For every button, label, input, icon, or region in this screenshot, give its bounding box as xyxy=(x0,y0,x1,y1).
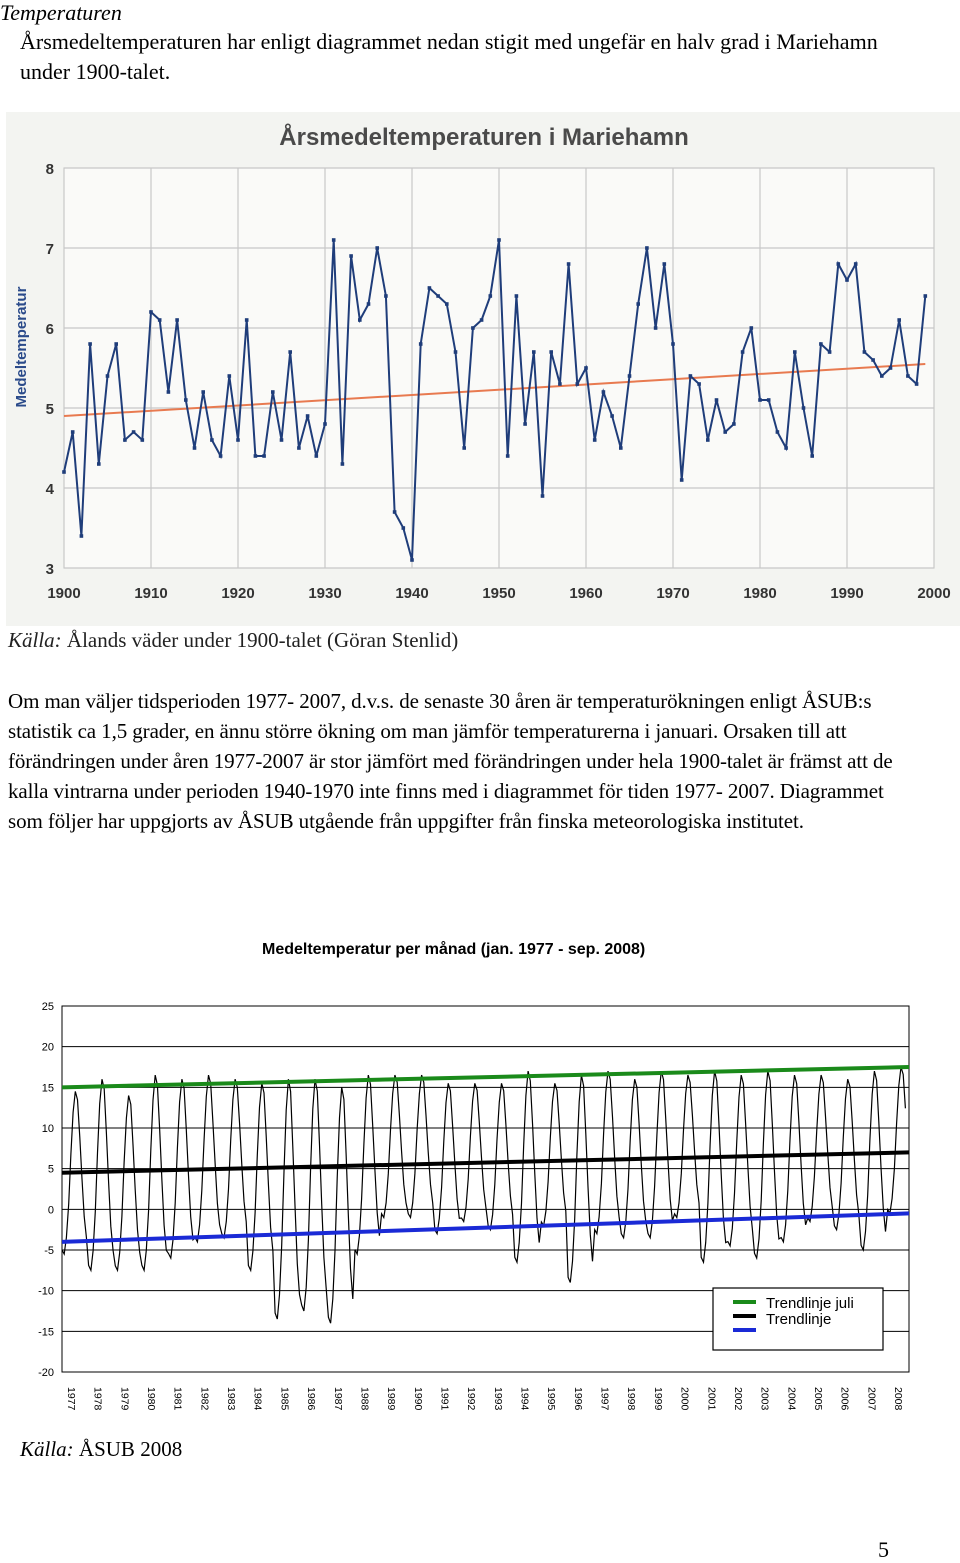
chart2-x-tick-label: 1986 xyxy=(305,1387,318,1411)
chart1-data-point xyxy=(410,558,414,562)
chart2-y-tick-label: 10 xyxy=(41,1123,54,1135)
chart1-x-tick-label: 1960 xyxy=(569,585,603,602)
chart1-data-point xyxy=(732,422,736,426)
chart1-data-point xyxy=(88,342,92,346)
chart1-data-point xyxy=(323,422,327,426)
chart1-y-tick-label: 4 xyxy=(45,481,54,498)
chart1-data-point xyxy=(149,310,153,314)
chart1-data-point xyxy=(828,350,832,354)
chart1-data-point xyxy=(106,374,110,378)
chart1-data-point xyxy=(193,446,197,450)
chart1-data-point xyxy=(445,302,449,306)
chart2-title: Medeltemperatur per månad (jan. 1977 - sep. 2008) xyxy=(262,941,646,958)
chart1-data-point xyxy=(915,382,919,386)
chart1-x-tick-label: 1940 xyxy=(395,585,429,602)
chart1-data-point xyxy=(784,446,788,450)
chart1-data-point xyxy=(750,326,754,330)
chart1-data-point xyxy=(132,430,136,434)
chart1-data-point xyxy=(62,470,66,474)
chart1-data-point xyxy=(454,350,458,354)
chart1-data-point xyxy=(271,390,275,394)
chart2-x-tick-label: 1988 xyxy=(358,1387,371,1411)
monthly-temperature-chart xyxy=(20,990,920,1430)
chart1-data-point xyxy=(906,374,910,378)
chart2-x-tick-label: 1990 xyxy=(411,1387,424,1411)
chart1-data-point xyxy=(236,438,240,442)
source-caption-2 xyxy=(20,1437,182,1462)
chart1-data-point xyxy=(175,318,179,322)
chart1-data-point xyxy=(332,238,336,242)
legend-label: Trendlinje juli xyxy=(766,1295,854,1312)
chart1-x-tick-label: 1910 xyxy=(134,585,168,602)
chart2-y-tick-label: 0 xyxy=(47,1204,54,1217)
chart1-data-point xyxy=(880,374,884,378)
section-heading: Temperaturen xyxy=(0,0,122,25)
chart1-data-point xyxy=(402,526,406,530)
chart2-x-tick-label: 1977 xyxy=(65,1387,77,1411)
chart1-data-point xyxy=(567,262,571,266)
page-number: 5 xyxy=(878,1537,889,1562)
chart2-x-tick-label: 2003 xyxy=(758,1387,771,1411)
chart1-data-point xyxy=(114,342,118,346)
annual-temperature-chart xyxy=(6,112,960,626)
chart2-x-tick-label: 1993 xyxy=(491,1387,504,1411)
chart2-x-tick-label: 2006 xyxy=(838,1387,851,1411)
chart1-data-point xyxy=(706,438,710,442)
chart1-data-point xyxy=(123,438,127,442)
chart1-data-point xyxy=(654,326,658,330)
chart1-data-point xyxy=(228,374,232,378)
chart1-data-point xyxy=(219,454,223,458)
chart1-data-point xyxy=(184,398,188,402)
chart1-data-point xyxy=(584,366,588,370)
chart2-x-tick-label: 2002 xyxy=(731,1387,744,1411)
chart1-data-point xyxy=(819,342,823,346)
chart2-x-tick-label: 1984 xyxy=(251,1387,264,1411)
chart2-x-tick-label: 1979 xyxy=(118,1387,131,1411)
chart2-y-tick-label: 5 xyxy=(47,1163,54,1176)
chart1-data-point xyxy=(793,350,797,354)
chart2-x-tick-label: 2007 xyxy=(865,1387,878,1411)
chart1-data-point xyxy=(863,350,867,354)
chart2-x-tick-label: 1980 xyxy=(145,1387,158,1411)
chart1-data-point xyxy=(254,454,258,458)
chart2-x-tick-label: 1978 xyxy=(91,1387,104,1411)
chart2-legend xyxy=(713,1288,883,1350)
chart2-x-tick-label: 2001 xyxy=(705,1387,718,1411)
chart1-y-tick-label: 7 xyxy=(45,241,54,258)
chart1-data-point xyxy=(384,294,388,298)
chart1-data-point xyxy=(436,294,440,298)
chart2-x-tick-label: 2005 xyxy=(811,1387,824,1411)
chart1-data-point xyxy=(288,350,292,354)
chart2-x-tick-label: 1995 xyxy=(545,1387,558,1411)
chart1-title: Årsmedeltemperaturen i Mariehamn xyxy=(279,124,689,151)
chart1-data-point xyxy=(497,238,501,242)
chart1-y-tick-label: 6 xyxy=(45,321,54,338)
chart1-data-point xyxy=(210,438,214,442)
chart1-data-point xyxy=(480,318,484,322)
chart1-x-tick-label: 1980 xyxy=(743,585,777,602)
chart1-x-tick-label: 1950 xyxy=(482,585,516,602)
chart1-data-point xyxy=(610,414,614,418)
chart1-data-point xyxy=(349,254,353,258)
chart1-data-point xyxy=(97,462,101,466)
chart2-y-tick-label: -20 xyxy=(38,1367,54,1379)
chart2-x-tick-label: 1994 xyxy=(518,1387,531,1411)
chart1-y-tick-label: 8 xyxy=(45,161,54,178)
chart2-x-tick-label: 1998 xyxy=(625,1387,638,1411)
chart1-data-point xyxy=(845,278,849,282)
chart1-data-point xyxy=(924,294,928,298)
chart1-data-point xyxy=(80,534,84,538)
chart1-data-point xyxy=(280,438,284,442)
legend-label: Trendlinje xyxy=(766,1311,832,1328)
chart1-data-point xyxy=(419,342,423,346)
chart1-data-point xyxy=(576,382,580,386)
chart2-x-tick-label: 1983 xyxy=(225,1387,238,1411)
chart1-data-point xyxy=(71,430,75,434)
caption2-text: ÅSUB 2008 xyxy=(73,1437,183,1461)
chart1-data-point xyxy=(245,318,249,322)
chart1-x-tick-label: 2000 xyxy=(917,585,951,602)
chart1-data-point xyxy=(532,350,536,354)
chart1-data-point xyxy=(680,478,684,482)
chart1-data-point xyxy=(758,398,762,402)
chart1-data-point xyxy=(715,398,719,402)
chart2-y-tick-label: 15 xyxy=(41,1082,54,1095)
chart2-x-tick-label: 1997 xyxy=(598,1387,611,1411)
chart1-data-point xyxy=(462,446,466,450)
chart1-data-point xyxy=(636,302,640,306)
chart1-data-point xyxy=(871,358,875,362)
chart1-data-point xyxy=(549,350,553,354)
chart1-data-point xyxy=(671,342,675,346)
caption1-text: Ålands väder under 1900-talet (Göran Stenlid) xyxy=(61,628,459,652)
chart1-data-point xyxy=(201,390,205,394)
chart1-data-point xyxy=(593,438,597,442)
chart2-y-tick-label: 25 xyxy=(41,1001,54,1013)
chart2-x-tick-label: 1981 xyxy=(171,1387,184,1411)
chart1-data-point xyxy=(741,350,745,354)
chart1-data-point xyxy=(889,366,893,370)
chart1-data-point xyxy=(471,326,475,330)
chart2-x-tick-label: 1985 xyxy=(278,1387,291,1411)
chart1-x-tick-label: 1930 xyxy=(308,585,342,602)
chart1-data-point xyxy=(506,454,510,458)
caption1-label: Källa: xyxy=(8,628,62,652)
chart1-data-point xyxy=(262,454,266,458)
chart1-data-point xyxy=(489,294,493,298)
chart1-data-point xyxy=(602,390,606,394)
caption2-label: Källa: xyxy=(20,1437,74,1461)
chart1-data-point xyxy=(776,430,780,434)
chart1-x-tick-label: 1900 xyxy=(47,585,81,602)
chart1-y-tick-label: 5 xyxy=(45,401,54,418)
chart1-data-point xyxy=(341,462,345,466)
chart2-x-tick-label: 1987 xyxy=(331,1387,344,1411)
chart1-data-point xyxy=(141,438,145,442)
chart1-data-point xyxy=(689,374,693,378)
chart1-data-point xyxy=(802,406,806,410)
body-paragraph: Om man väljer tidsperioden 1977- 2007, d.v.s. de senaste 30 åren är temperaturökningen enligt ÅSUB:s statistik ca 1,5 grader, en ännu större ökning om man jämför temperaturerna i januari. Orsaken till att förändringen under åren 1977-2007 är stor jämfört med förändringen under hela 1900-talet är främst att de kalla vintrarna under perioden 1940-1970 inte finns med i diagrammet för tiden 1977- 2007. Diagrammet som följer har uppgjorts av ÅSUB utgående från uppgifter från finska meteorologiska institutet. xyxy=(8,689,893,833)
chart1-data-point xyxy=(837,262,841,266)
chart1-data-point xyxy=(515,294,519,298)
chart1-data-point xyxy=(523,422,527,426)
chart2-x-tick-label: 2008 xyxy=(892,1387,904,1411)
chart1-data-point xyxy=(619,446,623,450)
chart1-x-tick-label: 1970 xyxy=(656,585,690,602)
chart1-data-point xyxy=(767,398,771,402)
chart1-data-point xyxy=(663,262,667,266)
chart1-data-point xyxy=(428,286,432,290)
chart2-x-tick-label: 1989 xyxy=(385,1387,398,1411)
chart1-x-tick-label: 1920 xyxy=(221,585,255,602)
intro-paragraph: Årsmedeltemperaturen har enligt diagrammet nedan stigit med ungefär en halv grad i Mariehamn under 1900-talet. xyxy=(20,29,878,84)
chart2-x-tick-label: 1982 xyxy=(198,1387,211,1411)
chart1-y-axis-label: Medeltemperatur xyxy=(13,286,30,408)
chart2-y-tick-label: 20 xyxy=(41,1041,54,1054)
chart2-y-tick-label: -5 xyxy=(44,1245,54,1257)
chart1-data-point xyxy=(358,318,362,322)
chart2-x-tick-label: 1996 xyxy=(571,1387,584,1411)
chart1-data-point xyxy=(297,446,301,450)
chart2-y-tick-label: -10 xyxy=(38,1285,54,1298)
chart2-x-tick-label: 1999 xyxy=(651,1387,664,1411)
chart1-data-point xyxy=(158,318,162,322)
chart1-data-point xyxy=(897,318,901,322)
chart2-x-tick-label: 1992 xyxy=(465,1387,478,1411)
chart1-data-point xyxy=(375,246,379,250)
chart1-data-point xyxy=(167,390,171,394)
chart1-data-point xyxy=(367,302,371,306)
chart2-x-tick-label: 1991 xyxy=(438,1387,451,1411)
chart1-data-point xyxy=(854,262,858,266)
chart1-data-point xyxy=(697,382,701,386)
chart1-y-tick-label: 3 xyxy=(45,561,54,578)
chart2-y-tick-label: -15 xyxy=(38,1326,54,1339)
chart1-data-point xyxy=(645,246,649,250)
chart1-data-point xyxy=(723,430,727,434)
chart1-data-point xyxy=(628,374,632,378)
chart1-data-point xyxy=(306,414,310,418)
chart1-data-point xyxy=(810,454,814,458)
chart2-x-tick-label: 2000 xyxy=(678,1387,691,1411)
chart1-data-point xyxy=(541,494,545,498)
chart1-data-point xyxy=(558,382,562,386)
chart2-x-tick-label: 2004 xyxy=(785,1387,798,1411)
chart1-data-point xyxy=(393,510,397,514)
chart1-x-tick-label: 1990 xyxy=(830,585,864,602)
source-caption-1 xyxy=(8,628,458,653)
chart1-data-point xyxy=(315,454,319,458)
